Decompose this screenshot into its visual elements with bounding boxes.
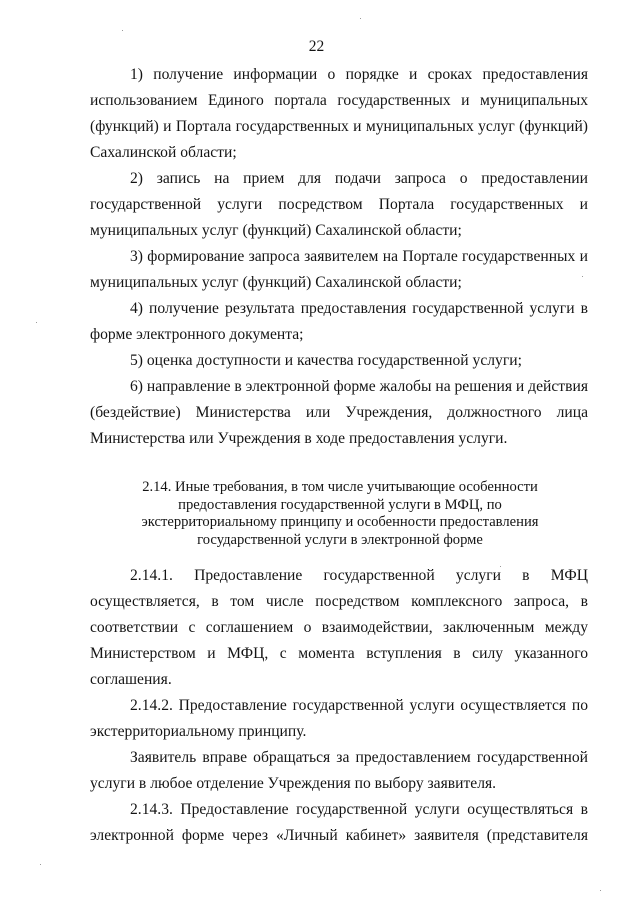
para-2-14-3-line-1: 2.14.3. Предоставление государственной услуги осуществляться в <box>130 801 588 818</box>
scan-speck <box>36 322 37 323</box>
scan-speck <box>582 276 583 277</box>
list-item-2-line-2: государственной услуги посредством Портала государственных и <box>90 196 588 213</box>
page-number: 22 <box>308 38 325 55</box>
para-2-14-1-line-4: Министерством и МФЦ, с момента вступления в силу указанного <box>90 645 588 662</box>
scan-speck <box>600 890 601 891</box>
scan-speck <box>360 18 361 19</box>
section-heading-line-3: экстерриториальному принципу и особенности предоставления <box>141 514 539 530</box>
list-item-1-line-3: (функций) и Портала государственных и муниципальных услуг (функций) <box>90 118 588 135</box>
list-item-4-line-1: 4) получение результата предоставления государственной услуги в <box>130 300 588 317</box>
list-item-6-line-1: 6) направление в электронной форме жалобы на решения и действия <box>130 378 588 395</box>
list-item-1-line-1: 1) получение информации о порядке и сроках предоставления <box>130 66 588 83</box>
section-heading <box>120 479 560 549</box>
scan-speck <box>122 30 123 31</box>
para-2-14-2-line-1: 2.14.2. Предоставление государственной услуги осуществляется по <box>130 697 588 714</box>
list-item-3-line-2: муниципальных услуг (функций) Сахалинской области; <box>90 274 462 291</box>
list-item-3-line-1: 3) формирование запроса заявителем на Портале государственных и <box>130 248 588 265</box>
para-applicant-line-1: Заявитель вправе обращаться за предоставлением государственной <box>130 749 588 766</box>
section-body <box>90 563 588 849</box>
list-item-4-line-2: форме электронного документа; <box>90 326 304 343</box>
scan-speck <box>500 566 501 567</box>
para-applicant-line-2: услуги в любое отделение Учреждения по выбору заявителя. <box>90 775 497 792</box>
list-item-2-line-1: 2) запись на прием для подачи запроса о предоставлении <box>130 170 588 187</box>
para-2-14-1-line-1: 2.14.1. Предоставление государственной услуги в МФЦ <box>130 567 588 584</box>
list-item-1-line-4: Сахалинской области; <box>90 144 237 161</box>
para-2-14-1-line-2: осуществляется, в том числе посредством комплексного запроса, в <box>90 593 588 610</box>
scan-speck <box>40 864 41 865</box>
section-heading-line-2: предоставления государственной услуги в МФЦ, по <box>178 496 502 513</box>
services-list <box>90 62 588 452</box>
para-2-14-3-line-2: электронной форме через «Личный кабинет» заявителя (представителя <box>90 827 588 844</box>
list-item-6-line-2: (бездействие) Министерства или Учреждения, должностного лица <box>90 404 588 421</box>
para-2-14-1-line-3: соответствии с соглашением о взаимодействии, заключенным между <box>90 619 588 636</box>
section-heading-line-1: 2.14. Иные требования, в том числе учитывающие особенности <box>142 479 538 495</box>
list-item-6-line-3: Министерства или Учреждения в ходе предоставления услуги. <box>90 430 508 447</box>
list-item-1-line-2: использованием Единого портала государственных и муниципальных <box>90 92 588 109</box>
section-heading-line-4: государственной услуги в электронной форме <box>197 531 483 548</box>
list-item-2-line-3: муниципальных услуг (функций) Сахалинской области; <box>90 222 462 239</box>
list-item-5-line-1: 5) оценка доступности и качества государственной услуги; <box>130 352 522 369</box>
para-2-14-2-line-2: экстерриториальному принципу. <box>90 723 307 740</box>
para-2-14-1-line-5: соглашения. <box>90 671 172 688</box>
